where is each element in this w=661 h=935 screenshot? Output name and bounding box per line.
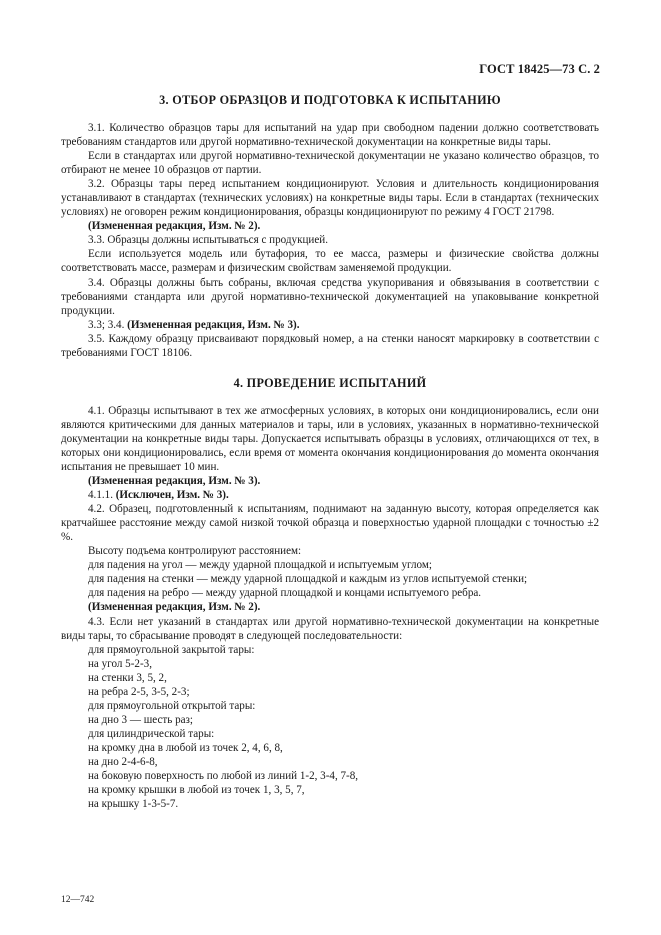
- sequence-line: для прямоугольной закрытой тары:: [88, 643, 255, 656]
- page-footer-code: 12—742: [61, 895, 95, 905]
- paragraph-3-4: 3.4. Образцы должны быть собраны, включая средства укупоривания и обвязывания в соответствии с требованиями стандарта или другой нормативно-технической документацией на упаковывание конкретной продукции.: [61, 276, 599, 317]
- paragraph-4-1: 4.1. Образцы испытывают в тех же атмосферных условиях, в которых они кондиционировались, если они являются критическими для данных материалов и тары, или в условиях, указанных в нормативно-технической документации на конкретные виды тары. Допускается испытывать образцы в условиях, отличающихся от тех, в которых они кондиционировались, если время от момента окончания кондиционирования до момента окончания испытания не превышает 10 мин.: [61, 404, 599, 473]
- sequence-line: на боковую поверхность по любой из линий 1-2, 3-4, 7-8,: [88, 770, 359, 783]
- height-line: для падения на ребро — между ударной площадкой и концами испытуемого ребра.: [88, 587, 482, 600]
- sequence-line: для цилиндрической тары:: [88, 727, 215, 740]
- amendment-note: (Измененная редакция, Изм. № 3).: [88, 475, 261, 488]
- section-3-title: 3. ОТБОР ОБРАЗЦОВ И ПОДГОТОВКА К ИСПЫТАНИЮ: [159, 93, 501, 107]
- paragraph-3-1-cont: Если в стандартах или другой нормативно-технической документации не указано количество образцов, то отбирают не менее 10 образцов от партии.: [61, 150, 599, 177]
- sequence-line: на дно 3 — шесть раз;: [88, 713, 194, 726]
- paragraph-3-5: 3.5. Каждому образцу присваивают порядковый номер, а на стенки наносят маркировку в соответствии с требованиями ГОСТ 18106.: [61, 332, 599, 359]
- paragraph-prefix: 4.1.1.: [88, 489, 116, 502]
- sequence-line: на крышку 1-3-5-7.: [88, 798, 179, 811]
- height-line: для падения на угол — между ударной площадкой и испытуемым углом;: [88, 559, 432, 572]
- paragraph-3-2: 3.2. Образцы тары перед испытанием кондиционируют. Условия и длительность кондиционирования устанавливают в стандартах (технических условиях) на конкретные виды тары. Если в стандартах (технических условиях) не оговорен режим кондиционирования, образцы кондиционируют по режиму 4 ГОСТ 21798.: [61, 178, 599, 219]
- amendment-note: (Измененная редакция, Изм. № 2).: [88, 220, 261, 233]
- sequence-line: на ребра 2-5, 3-5, 2-3;: [88, 685, 190, 698]
- sequence-line: для прямоугольной открытой тары:: [88, 699, 256, 712]
- sequence-line: на дно 2-4-6-8,: [88, 755, 158, 768]
- sequence-line: на кромку крышки в любой из точек 1, 3, 5, 7,: [88, 784, 305, 797]
- sequence-line: на угол 5-2-3,: [88, 657, 152, 670]
- amendment-text: (Измененная редакция, Изм. № 3).: [127, 318, 300, 331]
- paragraph-4-3: 4.3. Если нет указаний в стандартах или другой нормативно-технической документации на конкретные виды тары, то сбрасывание проводят в следующей последовательности:: [61, 615, 599, 642]
- height-line: Высоту подъема контролируют расстоянием:: [88, 545, 302, 558]
- paragraph-4-2: 4.2. Образец, подготовленный к испытаниям, поднимают на заданную высоту, которая определяется как кратчайшее расстояние между самой низкой точкой образца и поверхностью ударной площадки с точностью ±2 %.: [61, 503, 599, 544]
- page-body: [61, 60, 599, 811]
- sequence-line: на кромку дна в любой из точек 2, 4, 6, 8,: [88, 741, 283, 754]
- excluded-note: (Исключен, Изм. № 3).: [115, 489, 229, 502]
- paragraph-3-3: 3.3. Образцы должны испытываться с продукцией.: [88, 234, 328, 247]
- page-header: ГОСТ 18425—73 С. 2: [479, 62, 600, 76]
- amendment-note-3-3-3-4: [61, 318, 599, 332]
- amendment-prefix: 3.3; 3.4.: [88, 318, 128, 331]
- paragraph-4-1-1: [61, 488, 599, 502]
- paragraph-3-1: 3.1. Количество образцов тары для испытаний на удар при свободном падении должно соответствовать требованиям стандартов или другой нормативно-технической документации на конкретные виды тары.: [61, 122, 599, 149]
- amendment-note: (Измененная редакция, Изм. № 2).: [88, 601, 261, 614]
- section-4-title: 4. ПРОВЕДЕНИЕ ИСПЫТАНИЙ: [233, 375, 427, 390]
- paragraph-3-3-cont: Если используется модель или бутафория, то ее масса, размеры и физические свойства должны соответствовать массе, размерам и физическим свойствам заменяемой продукции.: [61, 248, 599, 275]
- height-line: для падения на стенки — между ударной площадкой и каждым из углов испытуемой стенки;: [88, 573, 528, 586]
- sequence-line: на стенки 3, 5, 2,: [88, 671, 167, 684]
